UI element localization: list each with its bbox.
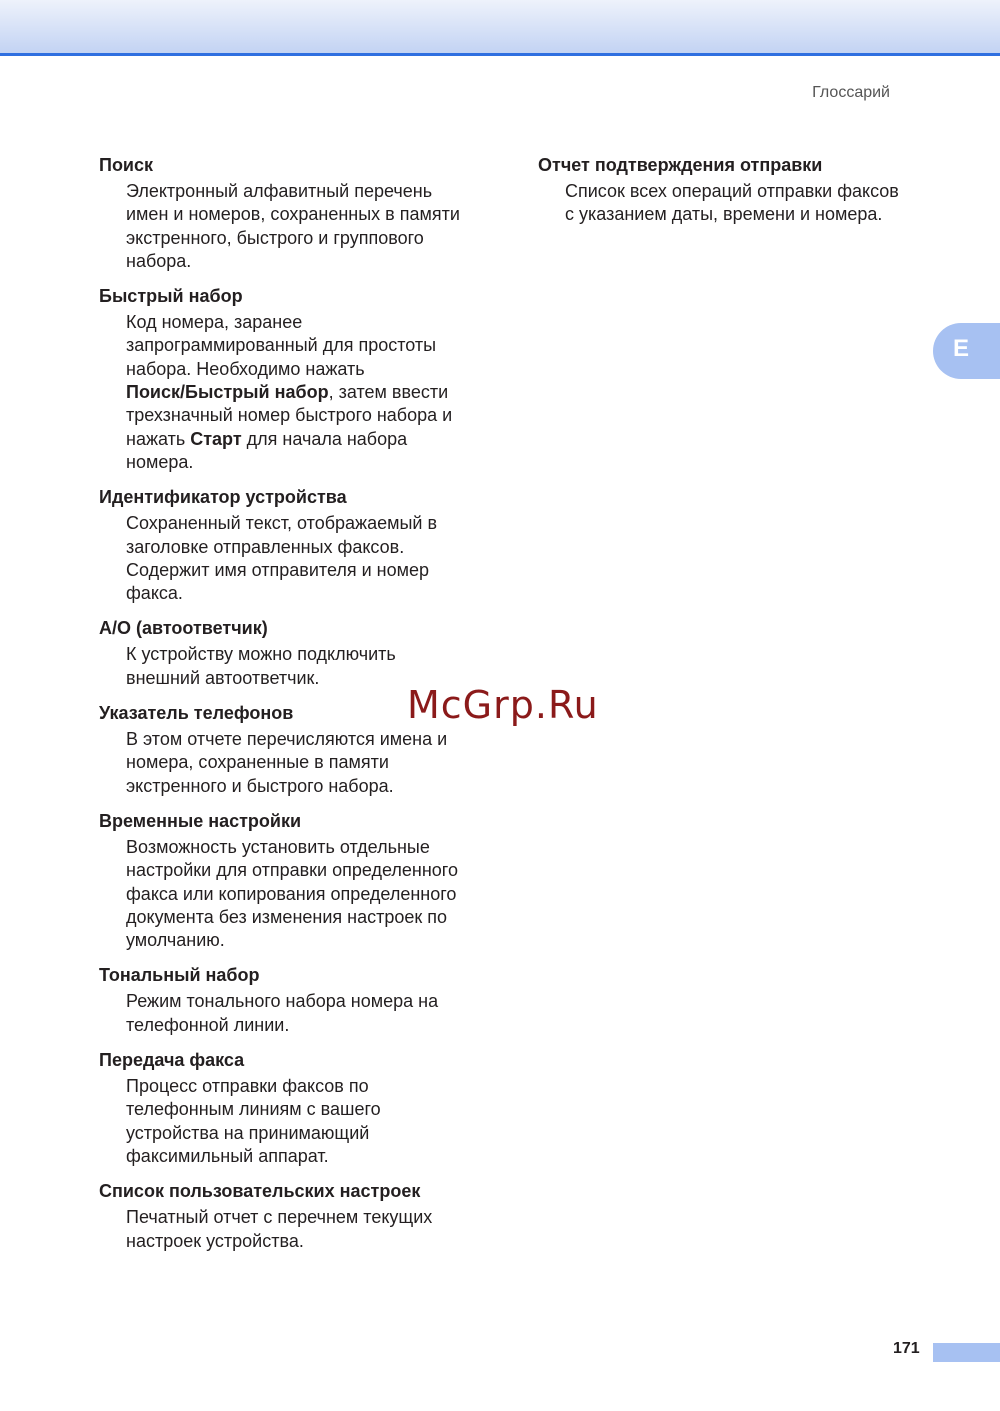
glossary-term: А/О (автоответчик) <box>99 618 268 639</box>
glossary-entry <box>99 150 499 273</box>
glossary-definition <box>565 180 938 227</box>
glossary-definition <box>126 1075 499 1168</box>
definition-text: Код номера, заранее запрограммированный для простоты набора. Необходимо нажать <box>126 312 437 379</box>
page-number-tab <box>933 1343 1000 1362</box>
glossary-term: Временные настройки <box>99 810 302 831</box>
definition-text: , затем ввести трехзначный номер быстрого набора и нажать <box>126 382 453 449</box>
definition-text: Процесс отправки факсов по телефонным линиям с вашего устройства на принимающий факсимильный аппарат. <box>126 1076 381 1166</box>
running-title: Глоссарий <box>812 84 890 101</box>
glossary-definition <box>126 1206 499 1253</box>
definition-text: Печатный отчет с перечнем текущих настроек устройства. <box>126 1207 433 1251</box>
header-rule <box>0 53 1000 56</box>
glossary-definition <box>126 512 499 605</box>
glossary-entry <box>99 482 499 605</box>
glossary-term: Передача факса <box>99 1050 245 1071</box>
glossary-term: Быстрый набор <box>99 286 243 307</box>
glossary-entry <box>99 613 499 690</box>
definition-text: В этом отчете перечисляются имена и номера, сохраненные в памяти экстренного и быстрого набора. <box>126 729 448 796</box>
glossary-definition <box>126 180 499 273</box>
section-tab-letter: E <box>953 335 970 362</box>
glossary-definition <box>126 311 499 474</box>
header-band <box>0 0 1000 53</box>
button-name-bold: Поиск/Быстрый набор <box>126 382 329 403</box>
glossary-entry <box>99 1045 499 1168</box>
page-number: 171 <box>893 1340 920 1357</box>
glossary-term: Идентификатор устройства <box>99 487 347 508</box>
glossary-column-right <box>538 150 938 235</box>
glossary-definition <box>126 728 499 798</box>
definition-text: Электронный алфавитный перечень имен и номеров, сохраненных в памяти экстренного, быстрого и группового набора. <box>126 181 460 271</box>
definition-text: Список всех операций отправки факсов с указанием даты, времени и номера. <box>565 181 899 225</box>
glossary-entry <box>538 150 938 227</box>
glossary-term: Тональный набор <box>99 965 260 986</box>
definition-text: Сохраненный текст, отображаемый в заголовке отправленных факсов. Содержит имя отправителя и номер факса. <box>126 513 438 604</box>
glossary-term: Поиск <box>99 155 154 175</box>
watermark: McGrp.Ru <box>407 683 599 727</box>
section-tab <box>933 323 1000 379</box>
definition-text: Режим тонального набора номера на телефонной линии. <box>126 991 439 1035</box>
glossary-entry <box>99 281 499 474</box>
definition-text: Возможность установить отдельные настройки для отправки определенного факса или копирования определенного документа без изменения настроек по умолчанию. <box>126 836 458 951</box>
glossary-definition <box>126 990 499 1037</box>
glossary-term: Отчет подтверждения отправки <box>538 155 823 175</box>
glossary-term: Список пользовательских настроек <box>99 1181 421 1202</box>
definition-text: К устройству можно подключить внешний автоответчик. <box>126 644 396 688</box>
glossary-entry <box>99 1176 499 1253</box>
glossary-term: Указатель телефонов <box>99 703 294 724</box>
glossary-entry <box>99 960 499 1037</box>
definition-text: для начала набора номера. <box>126 428 408 472</box>
glossary-entry <box>99 806 499 952</box>
button-name-bold: Старт <box>190 428 242 449</box>
glossary-definition <box>126 836 499 952</box>
